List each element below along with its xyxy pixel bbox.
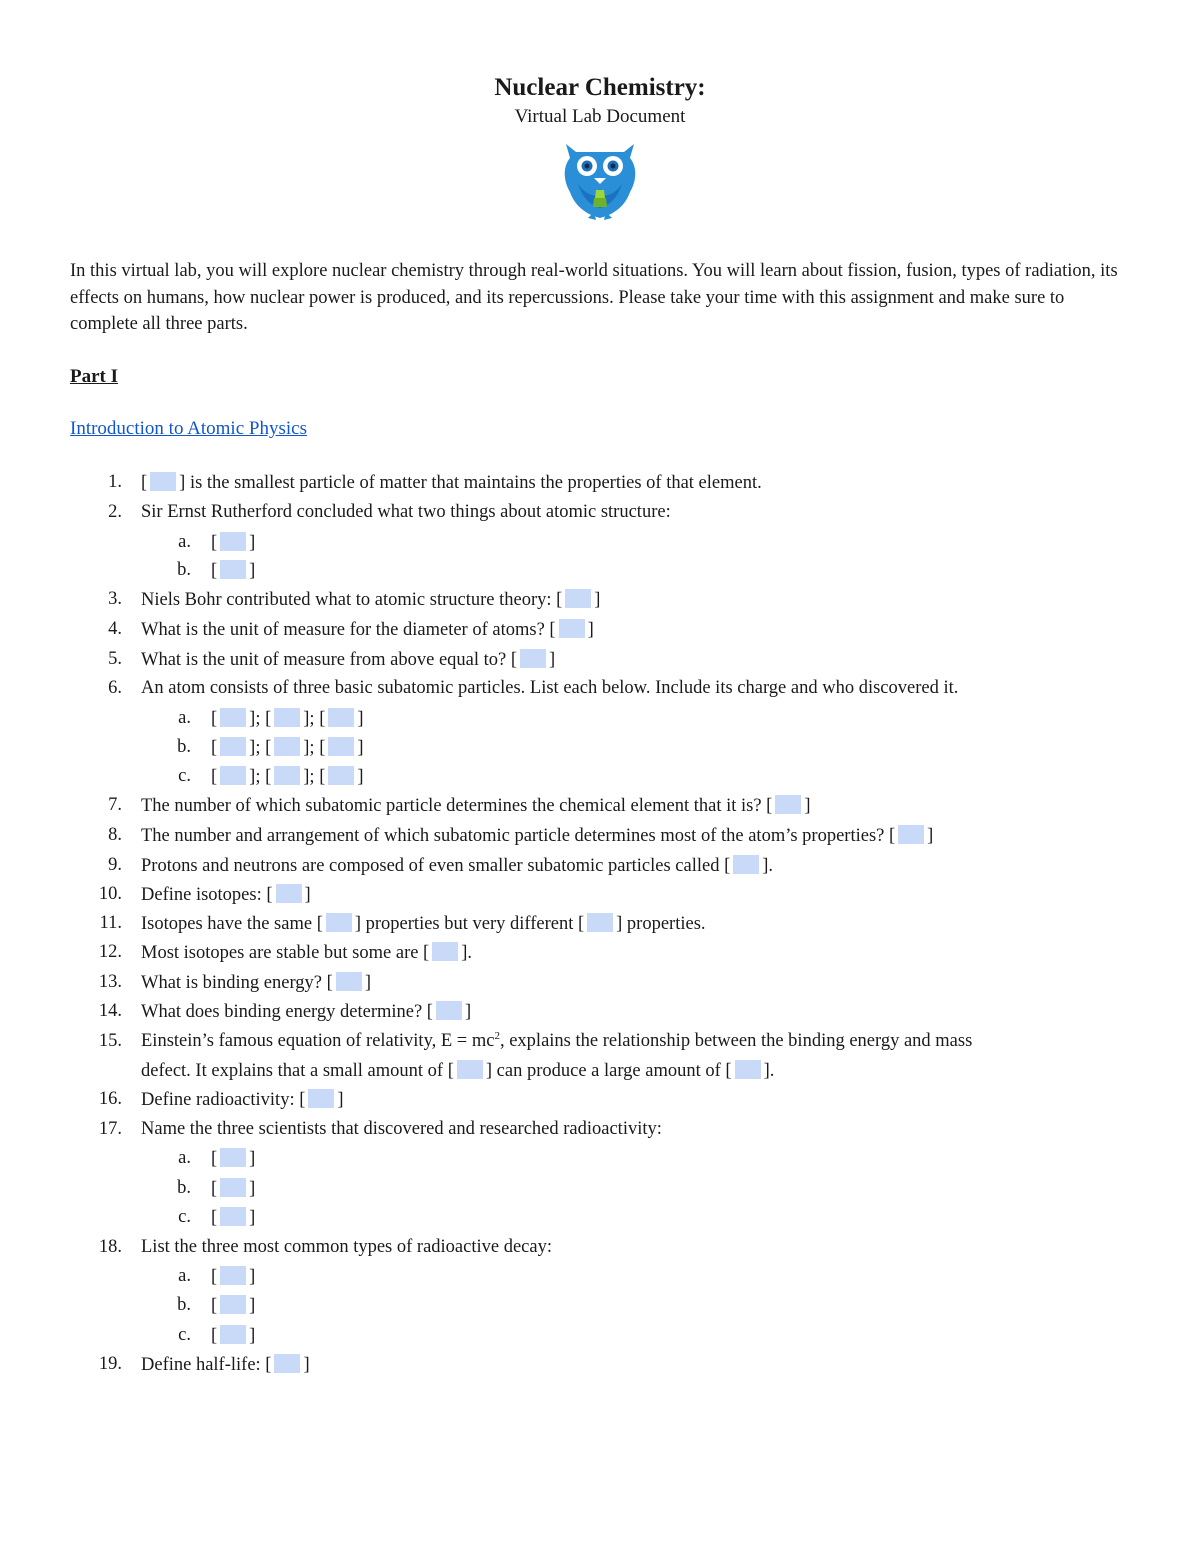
answer-box[interactable] (274, 1354, 300, 1373)
answer-box[interactable] (436, 1001, 462, 1020)
answer-box[interactable] (220, 766, 246, 785)
answer-box[interactable] (220, 1325, 246, 1344)
answer-box[interactable] (276, 884, 302, 903)
part-heading: Part I (70, 366, 119, 387)
answer-box[interactable] (559, 619, 585, 638)
answer-box[interactable] (336, 972, 362, 991)
answer-box[interactable] (220, 560, 246, 579)
document-page: Nuclear Chemistry: Virtual Lab Document In this virtual lab, you will explore nuclear chemistry through real-world situations. You will learn about fission, fusion, types of radiation, its effects on humans, how nuclear power is produced, and its repercussions. Please take your time with this assignment and make sure to complete all three parts. Part I Introduction to Atomic Physics 1. [ ] is the smallest particle of matter that maintains the properties of that element. 2. Sir Ernst Rutherford concluded what two things about atomic structure: a. [ ] b. [ ] 3. Niels Bohr contributed what to atomic structure theory: [ ] 4. What is the unit of measure for the diameter of atoms? [ ] 5. What is the unit of measure from above equal to? [ ] 6. An atom consists of three basic subatomic particles. List each below. Include its charge and who discovered it. a. [ ]; [ ]; [ ] b. [ ]; [ ]; [ ] c. [ ]; [ ]; [ ] 7. The number of which subatomic particle determines the chemical element that it is? [ ] 8. The number and arrangement of which subatomic particle determines most of the atom’s properties? [ ] 9. Protons and neutrons are composed of even smaller subatomic particles called [ ]. 10. Define isotopes: [ ] 11. Isotopes have the same [ ] properties but very different [ ] properties. 12. Most isotopes are stable but some are [ ]. 13. What is binding energy? [ ] 14. What does binding energy determine? [ ] 15. Einstein’s famous equation of relativity, $E = mc^2$, explains the relationship between the binding energy and mass defect. It explains that a small amount of [ ] can produce a large amount of [ ]. 16. Define radioactivity: [ ] 17. Name the three scientists that discovered and researched radioactivity: a. [ ] b. [ ] c. [ ] 18. List the three most common types of radioactive decay: a. [ ] b. [ ] c. [ ] 19. Define half-life: [ ] (0, 0, 1200, 1553)
intro-paragraph: In this virtual lab, you will explore nuclear chemistry through real-world situations. You will learn about fission, fusion, types of radiation, its effects on humans, how nuclear power is produced, and its repercussions. Please take your time with this assignment and make sure to complete all three parts. (70, 261, 1118, 334)
answer-box[interactable] (220, 532, 246, 551)
section-link-atomic-physics[interactable]: Introduction to Atomic Physics (70, 418, 307, 439)
answer-box[interactable] (220, 1178, 246, 1197)
answer-box[interactable] (733, 855, 759, 874)
answer-box[interactable] (328, 737, 354, 756)
answer-box[interactable] (326, 913, 352, 932)
answer-box[interactable] (520, 649, 546, 668)
answer-box[interactable] (220, 737, 246, 756)
answer-box[interactable] (274, 737, 300, 756)
answer-box[interactable] (735, 1060, 761, 1079)
answer-box[interactable] (220, 708, 246, 727)
answer-box[interactable] (587, 913, 613, 932)
answer-box[interactable] (457, 1060, 483, 1079)
answer-box[interactable] (775, 795, 801, 814)
answer-box[interactable] (220, 1148, 246, 1167)
answer-box[interactable] (432, 942, 458, 961)
answer-box[interactable] (274, 766, 300, 785)
page-title: Nuclear Chemistry: (494, 74, 706, 101)
answer-box[interactable] (220, 1266, 246, 1285)
answer-box[interactable] (898, 825, 924, 844)
answer-box[interactable] (328, 766, 354, 785)
owl-logo-icon (558, 134, 642, 224)
answer-box[interactable] (308, 1089, 334, 1108)
answer-box[interactable] (565, 589, 591, 608)
answer-box[interactable] (220, 1295, 246, 1314)
answer-box[interactable] (220, 1207, 246, 1226)
answer-box[interactable] (150, 472, 176, 491)
answer-box[interactable] (274, 708, 300, 727)
answer-box[interactable] (328, 708, 354, 727)
page-subtitle: Virtual Lab Document (514, 106, 686, 127)
